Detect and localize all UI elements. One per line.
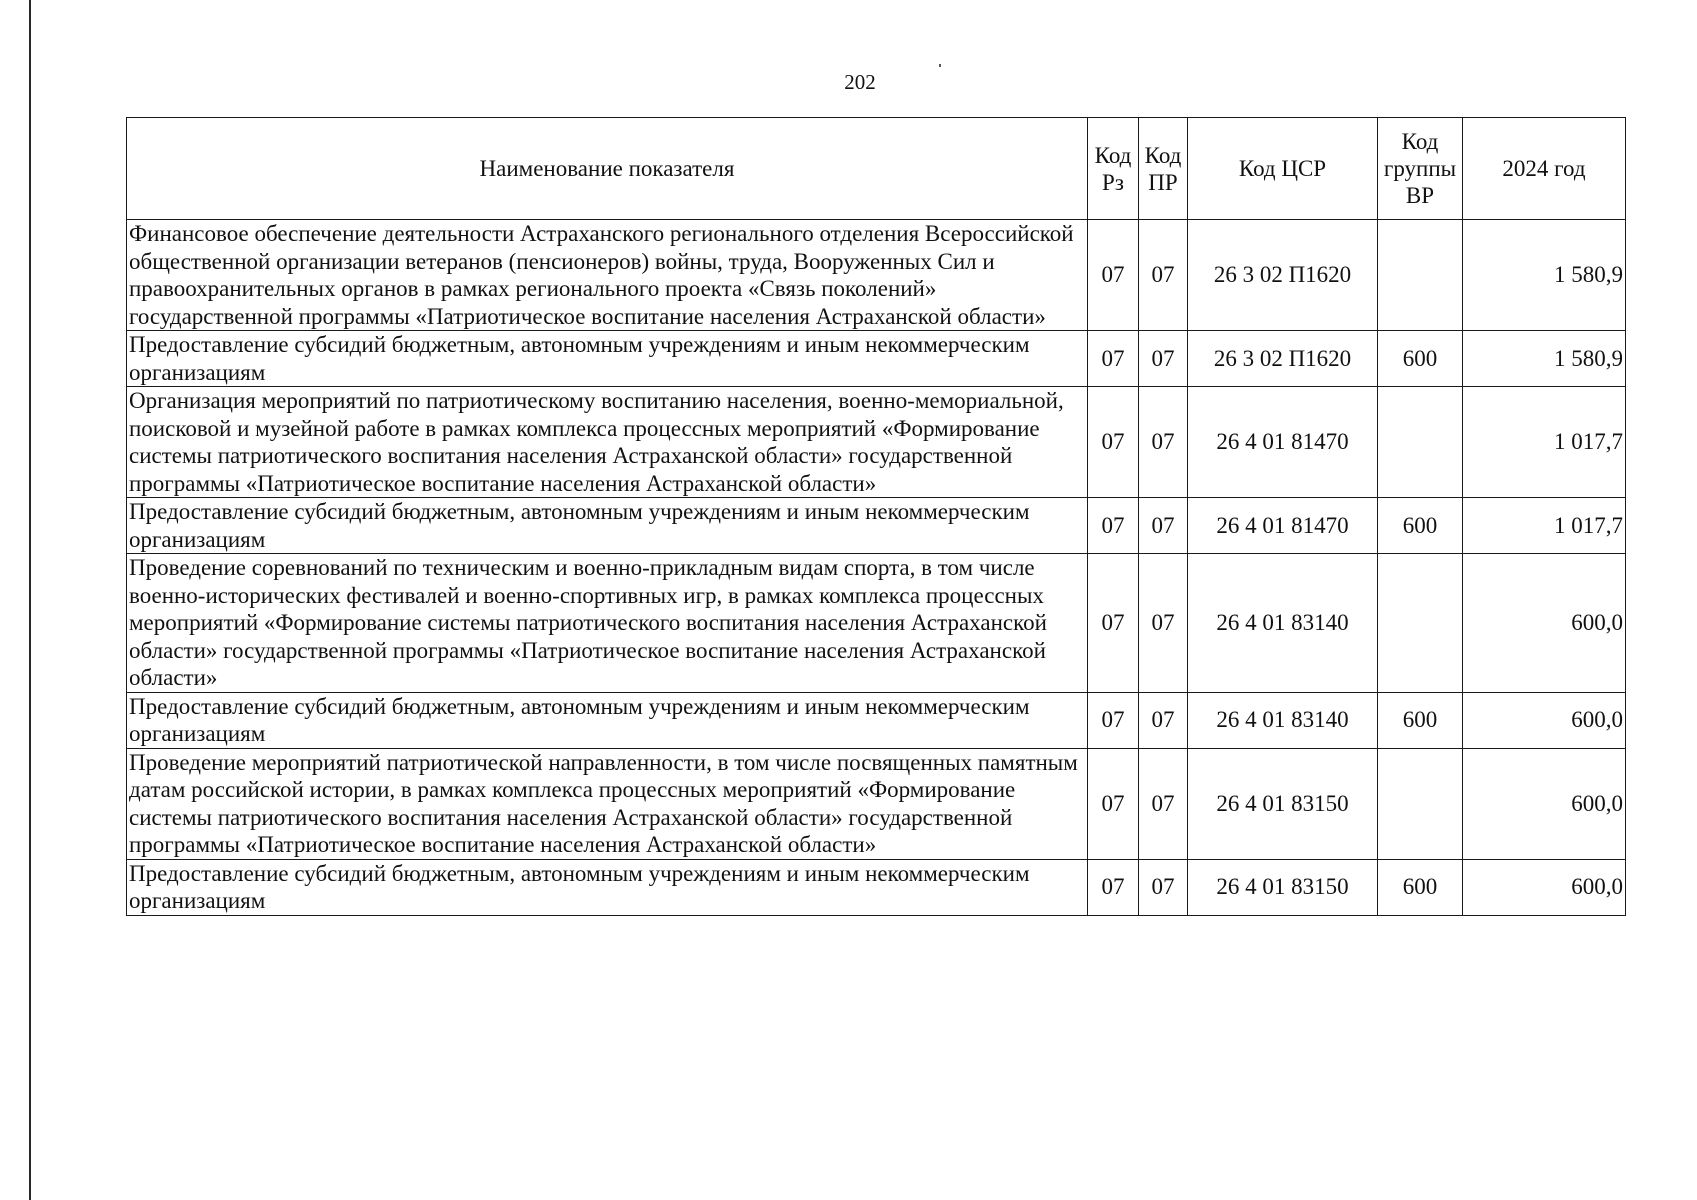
row-code-csr: 26 4 01 83140 (1188, 554, 1378, 693)
table-row (127, 220, 1626, 331)
row-code-vr (1378, 220, 1463, 331)
row-name: Финансовое обеспечение деятельности Астраханского регионального отделения Всероссийской общественной организации ветеранов (пенсионеров) войны, труда, Вооруженных Сил и правоохранительных органов в рамках регионального проекта «Связь поколений» государственной программы «Патриотическое воспитание населения Астраханской области» (127, 220, 1088, 331)
page-number: 202 (844, 70, 876, 94)
row-code-vr (1378, 387, 1463, 498)
header-code-vr: Код группы ВР (1378, 118, 1463, 220)
header-code-csr: Код ЦСР (1188, 118, 1378, 220)
row-code-vr: 600 (1378, 859, 1463, 915)
row-code-rz: 07 (1088, 498, 1139, 554)
row-amount: 1 017,7 (1463, 387, 1626, 498)
row-code-csr: 26 4 01 83140 (1188, 692, 1378, 748)
row-name: Предоставление субсидий бюджетным, автономным учреждениям и иным некоммерческим организациям (127, 331, 1088, 387)
row-code-pr: 07 (1139, 692, 1188, 748)
table-row (127, 859, 1626, 915)
row-code-rz: 07 (1088, 554, 1139, 693)
header-year-2024: 2024 год (1463, 118, 1626, 220)
scan-speck (939, 64, 941, 67)
header-name: Наименование показателя (127, 118, 1088, 220)
row-name: Предоставление субсидий бюджетным, автономным учреждениям и иным некоммерческим организациям (127, 692, 1088, 748)
row-amount: 1 580,9 (1463, 331, 1626, 387)
row-code-pr: 07 (1139, 331, 1188, 387)
row-amount: 600,0 (1463, 554, 1626, 693)
row-code-vr: 600 (1378, 692, 1463, 748)
row-code-csr: 26 4 01 81470 (1188, 498, 1378, 554)
row-code-vr: 600 (1378, 331, 1463, 387)
row-name: Предоставление субсидий бюджетным, автономным учреждениям и иным некоммерческим организациям (127, 498, 1088, 554)
row-code-pr: 07 (1139, 554, 1188, 693)
row-code-vr (1378, 554, 1463, 693)
row-amount: 600,0 (1463, 692, 1626, 748)
row-name: Предоставление субсидий бюджетным, автономным учреждениям и иным некоммерческим организациям (127, 859, 1088, 915)
row-code-rz: 07 (1088, 387, 1139, 498)
header-code-pr: Код ПР (1139, 118, 1188, 220)
row-code-pr: 07 (1139, 859, 1188, 915)
row-amount: 600,0 (1463, 859, 1626, 915)
row-code-pr: 07 (1139, 387, 1188, 498)
row-code-csr: 26 4 01 81470 (1188, 387, 1378, 498)
row-code-pr: 07 (1139, 748, 1188, 859)
table-row (127, 748, 1626, 859)
table-row (127, 692, 1626, 748)
table-header-row (127, 118, 1626, 220)
table-row (127, 498, 1626, 554)
row-code-rz: 07 (1088, 331, 1139, 387)
row-code-rz: 07 (1088, 859, 1139, 915)
row-code-csr: 26 4 01 83150 (1188, 859, 1378, 915)
row-code-vr: 600 (1378, 498, 1463, 554)
row-code-csr: 26 3 02 П1620 (1188, 220, 1378, 331)
row-code-pr: 07 (1139, 220, 1188, 331)
table-row (127, 554, 1626, 693)
table-row (127, 387, 1626, 498)
row-code-pr: 07 (1139, 498, 1188, 554)
row-amount: 1 580,9 (1463, 220, 1626, 331)
table-row (127, 331, 1626, 387)
header-code-rz: Код Рз (1088, 118, 1139, 220)
budget-table (126, 117, 1626, 916)
scan-left-edge-line (29, 0, 31, 1200)
row-code-rz: 07 (1088, 748, 1139, 859)
row-name: Проведение соревнований по техническим и военно-прикладным видам спорта, в том числе военно-исторических фестивалей и военно-спортивных игр, в рамках комплекса процессных мероприятий «Формирование системы патриотического воспитания населения Астраханской области» государственной программы «Патриотическое воспитание населения Астраханской области» (127, 554, 1088, 693)
row-amount: 1 017,7 (1463, 498, 1626, 554)
row-code-csr: 26 4 01 83150 (1188, 748, 1378, 859)
row-code-vr (1378, 748, 1463, 859)
row-name: Организация мероприятий по патриотическому воспитанию населения, военно-мемориальной, поисковой и музейной работе в рамках комплекса процессных мероприятий «Формирование системы патриотического воспитания населения Астраханской области» государственной программы «Патриотическое воспитание населения Астраханской области» (127, 387, 1088, 498)
row-code-csr: 26 3 02 П1620 (1188, 331, 1378, 387)
row-code-rz: 07 (1088, 220, 1139, 331)
row-code-rz: 07 (1088, 692, 1139, 748)
row-name: Проведение мероприятий патриотической направленности, в том числе посвященных памятным датам российской истории, в рамках комплекса процессных мероприятий «Формирование системы патриотического воспитания населения Астраханской области» государственной программы «Патриотическое воспитание населения Астраханской области» (127, 748, 1088, 859)
row-amount: 600,0 (1463, 748, 1626, 859)
